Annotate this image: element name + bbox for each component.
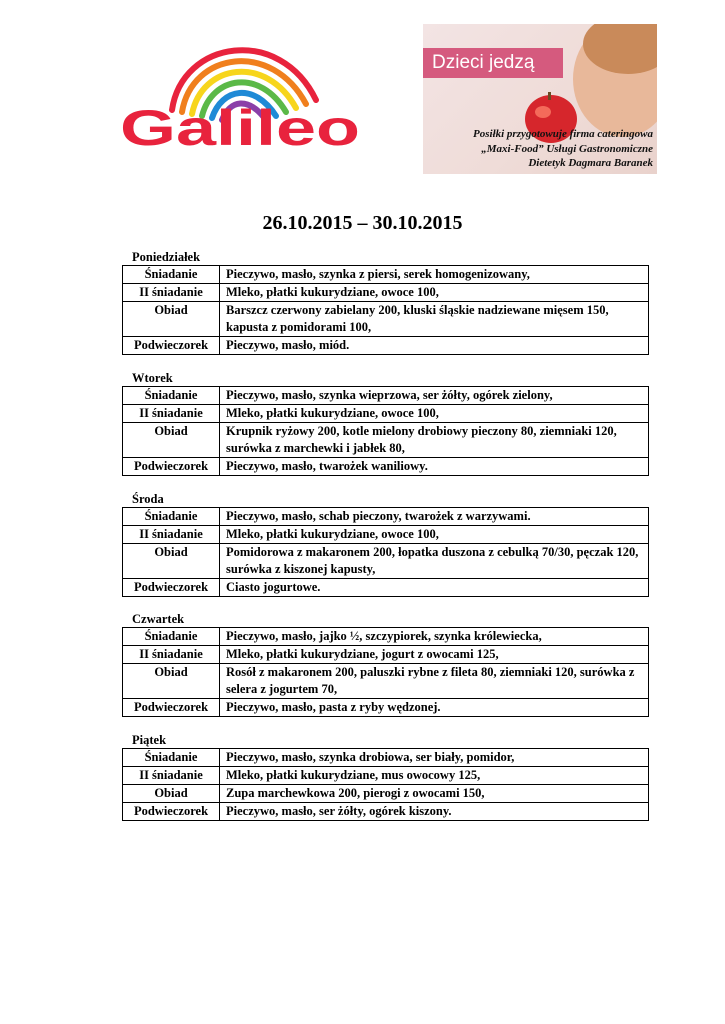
menu-table — [122, 748, 649, 821]
meal-menu: Pieczywo, masło, szynka drobiowa, ser biały, pomidor, — [220, 749, 649, 767]
table-row — [123, 302, 649, 337]
menu-table — [122, 386, 649, 476]
meal-name: II śniadanie — [123, 767, 220, 785]
meal-menu: Pieczywo, masło, jajko ½, szczypiorek, szynka królewiecka, — [220, 628, 649, 646]
meal-menu: Mleko, płatki kukurydziane, mus owocowy 125, — [220, 767, 649, 785]
meal-name: II śniadanie — [123, 284, 220, 302]
meal-name: Podwieczorek — [123, 579, 220, 597]
day-name: Środa — [132, 492, 164, 506]
menu-table — [122, 265, 649, 355]
table-row — [123, 646, 649, 664]
table-row — [123, 628, 649, 646]
meal-menu: Ciasto jogurtowe. — [220, 579, 649, 597]
galileo-logo — [120, 30, 365, 155]
meal-name: Śniadanie — [123, 628, 220, 646]
meal-name: II śniadanie — [123, 646, 220, 664]
table-row — [123, 423, 649, 458]
table-row — [123, 458, 649, 476]
meal-name: II śniadanie — [123, 405, 220, 423]
caterer-line: Dietetyk Dagmara Baranek — [528, 157, 653, 169]
rainbow-logo-icon — [120, 30, 365, 155]
meal-menu: Pieczywo, masło, szynka z piersi, serek homogenizowany, — [220, 266, 649, 284]
table-row — [123, 337, 649, 355]
meal-menu: Mleko, płatki kukurydziane, owoce 100, — [220, 405, 649, 423]
day-section — [122, 492, 649, 597]
banner-title: Dzieci jedzą — [423, 48, 563, 78]
meal-menu: Pieczywo, masło, schab pieczony, twarożek z warzywami. — [220, 508, 649, 526]
menu-table — [122, 507, 649, 597]
meal-name: Obiad — [123, 785, 220, 803]
meal-name: Obiad — [123, 423, 220, 458]
day-section — [122, 612, 649, 717]
table-row — [123, 664, 649, 699]
meal-menu: Pieczywo, masło, miód. — [220, 337, 649, 355]
meal-name: Śniadanie — [123, 387, 220, 405]
meal-name: Podwieczorek — [123, 699, 220, 717]
meal-menu: Pieczywo, masło, szynka wieprzowa, ser żółty, ogórek zielony, — [220, 387, 649, 405]
table-row — [123, 699, 649, 717]
meal-menu: Rosół z makaronem 200, paluszki rybne z fileta 80, ziemniaki 120, surówka z selera z jogurtem 70, — [220, 664, 649, 699]
meal-menu: Pieczywo, masło, ser żółty, ogórek kiszony. — [220, 803, 649, 821]
table-row — [123, 544, 649, 579]
meal-menu: Mleko, płatki kukurydziane, jogurt z owocami 125, — [220, 646, 649, 664]
menu-table — [122, 627, 649, 717]
meal-name: Podwieczorek — [123, 803, 220, 821]
day-section — [122, 371, 649, 476]
meal-menu: Pieczywo, masło, twarożek waniliowy. — [220, 458, 649, 476]
meal-menu: Zupa marchewkowa 200, pierogi z owocami 150, — [220, 785, 649, 803]
caterer-line: „Maxi-Food” Usługi Gastronomiczne — [481, 142, 653, 155]
day-name: Piątek — [132, 733, 167, 747]
meal-name: Obiad — [123, 302, 220, 337]
table-row — [123, 785, 649, 803]
table-row — [123, 803, 649, 821]
table-row — [123, 767, 649, 785]
day-section — [122, 250, 649, 355]
caterer-info — [473, 127, 653, 171]
header-banner — [423, 24, 657, 174]
table-row — [123, 405, 649, 423]
logo-text: Galileo — [120, 100, 360, 155]
meal-menu: Krupnik ryżowy 200, kotle mielony drobiowy pieczony 80, ziemniaki 120, surówka z marchewki i jabłek 80, — [220, 423, 649, 458]
day-name: Czwartek — [132, 612, 185, 626]
table-row — [123, 526, 649, 544]
meal-menu: Pieczywo, masło, pasta z ryby wędzonej. — [220, 699, 649, 717]
table-row — [123, 749, 649, 767]
meal-menu: Barszcz czerwony zabielany 200, kluski śląskie nadziewane mięsem 150, kapusta z pomidorami 100, — [220, 302, 649, 337]
meal-name: Podwieczorek — [123, 337, 220, 355]
meal-name: Obiad — [123, 664, 220, 699]
meal-menu: Mleko, płatki kukurydziane, owoce 100, — [220, 526, 649, 544]
caterer-line: Posiłki przygotowuje firma cateringowa — [473, 128, 653, 140]
day-section — [122, 733, 649, 821]
meal-name: Śniadanie — [123, 266, 220, 284]
table-row — [123, 266, 649, 284]
meal-name: II śniadanie — [123, 526, 220, 544]
meal-menu: Mleko, płatki kukurydziane, owoce 100, — [220, 284, 649, 302]
table-row — [123, 579, 649, 597]
table-row — [123, 508, 649, 526]
table-row — [123, 387, 649, 405]
day-name: Poniedziałek — [132, 250, 201, 264]
meal-menu: Pomidorowa z makaronem 200, łopatka duszona z cebulką 70/30, pęczak 120, surówka z kiszonej kapusty, — [220, 544, 649, 579]
meal-name: Śniadanie — [123, 749, 220, 767]
table-row — [123, 284, 649, 302]
day-name: Wtorek — [132, 371, 173, 385]
meal-name: Śniadanie — [123, 508, 220, 526]
page-title: 26.10.2015 – 30.10.2015 — [262, 212, 463, 234]
meal-name: Obiad — [123, 544, 220, 579]
meal-name: Podwieczorek — [123, 458, 220, 476]
